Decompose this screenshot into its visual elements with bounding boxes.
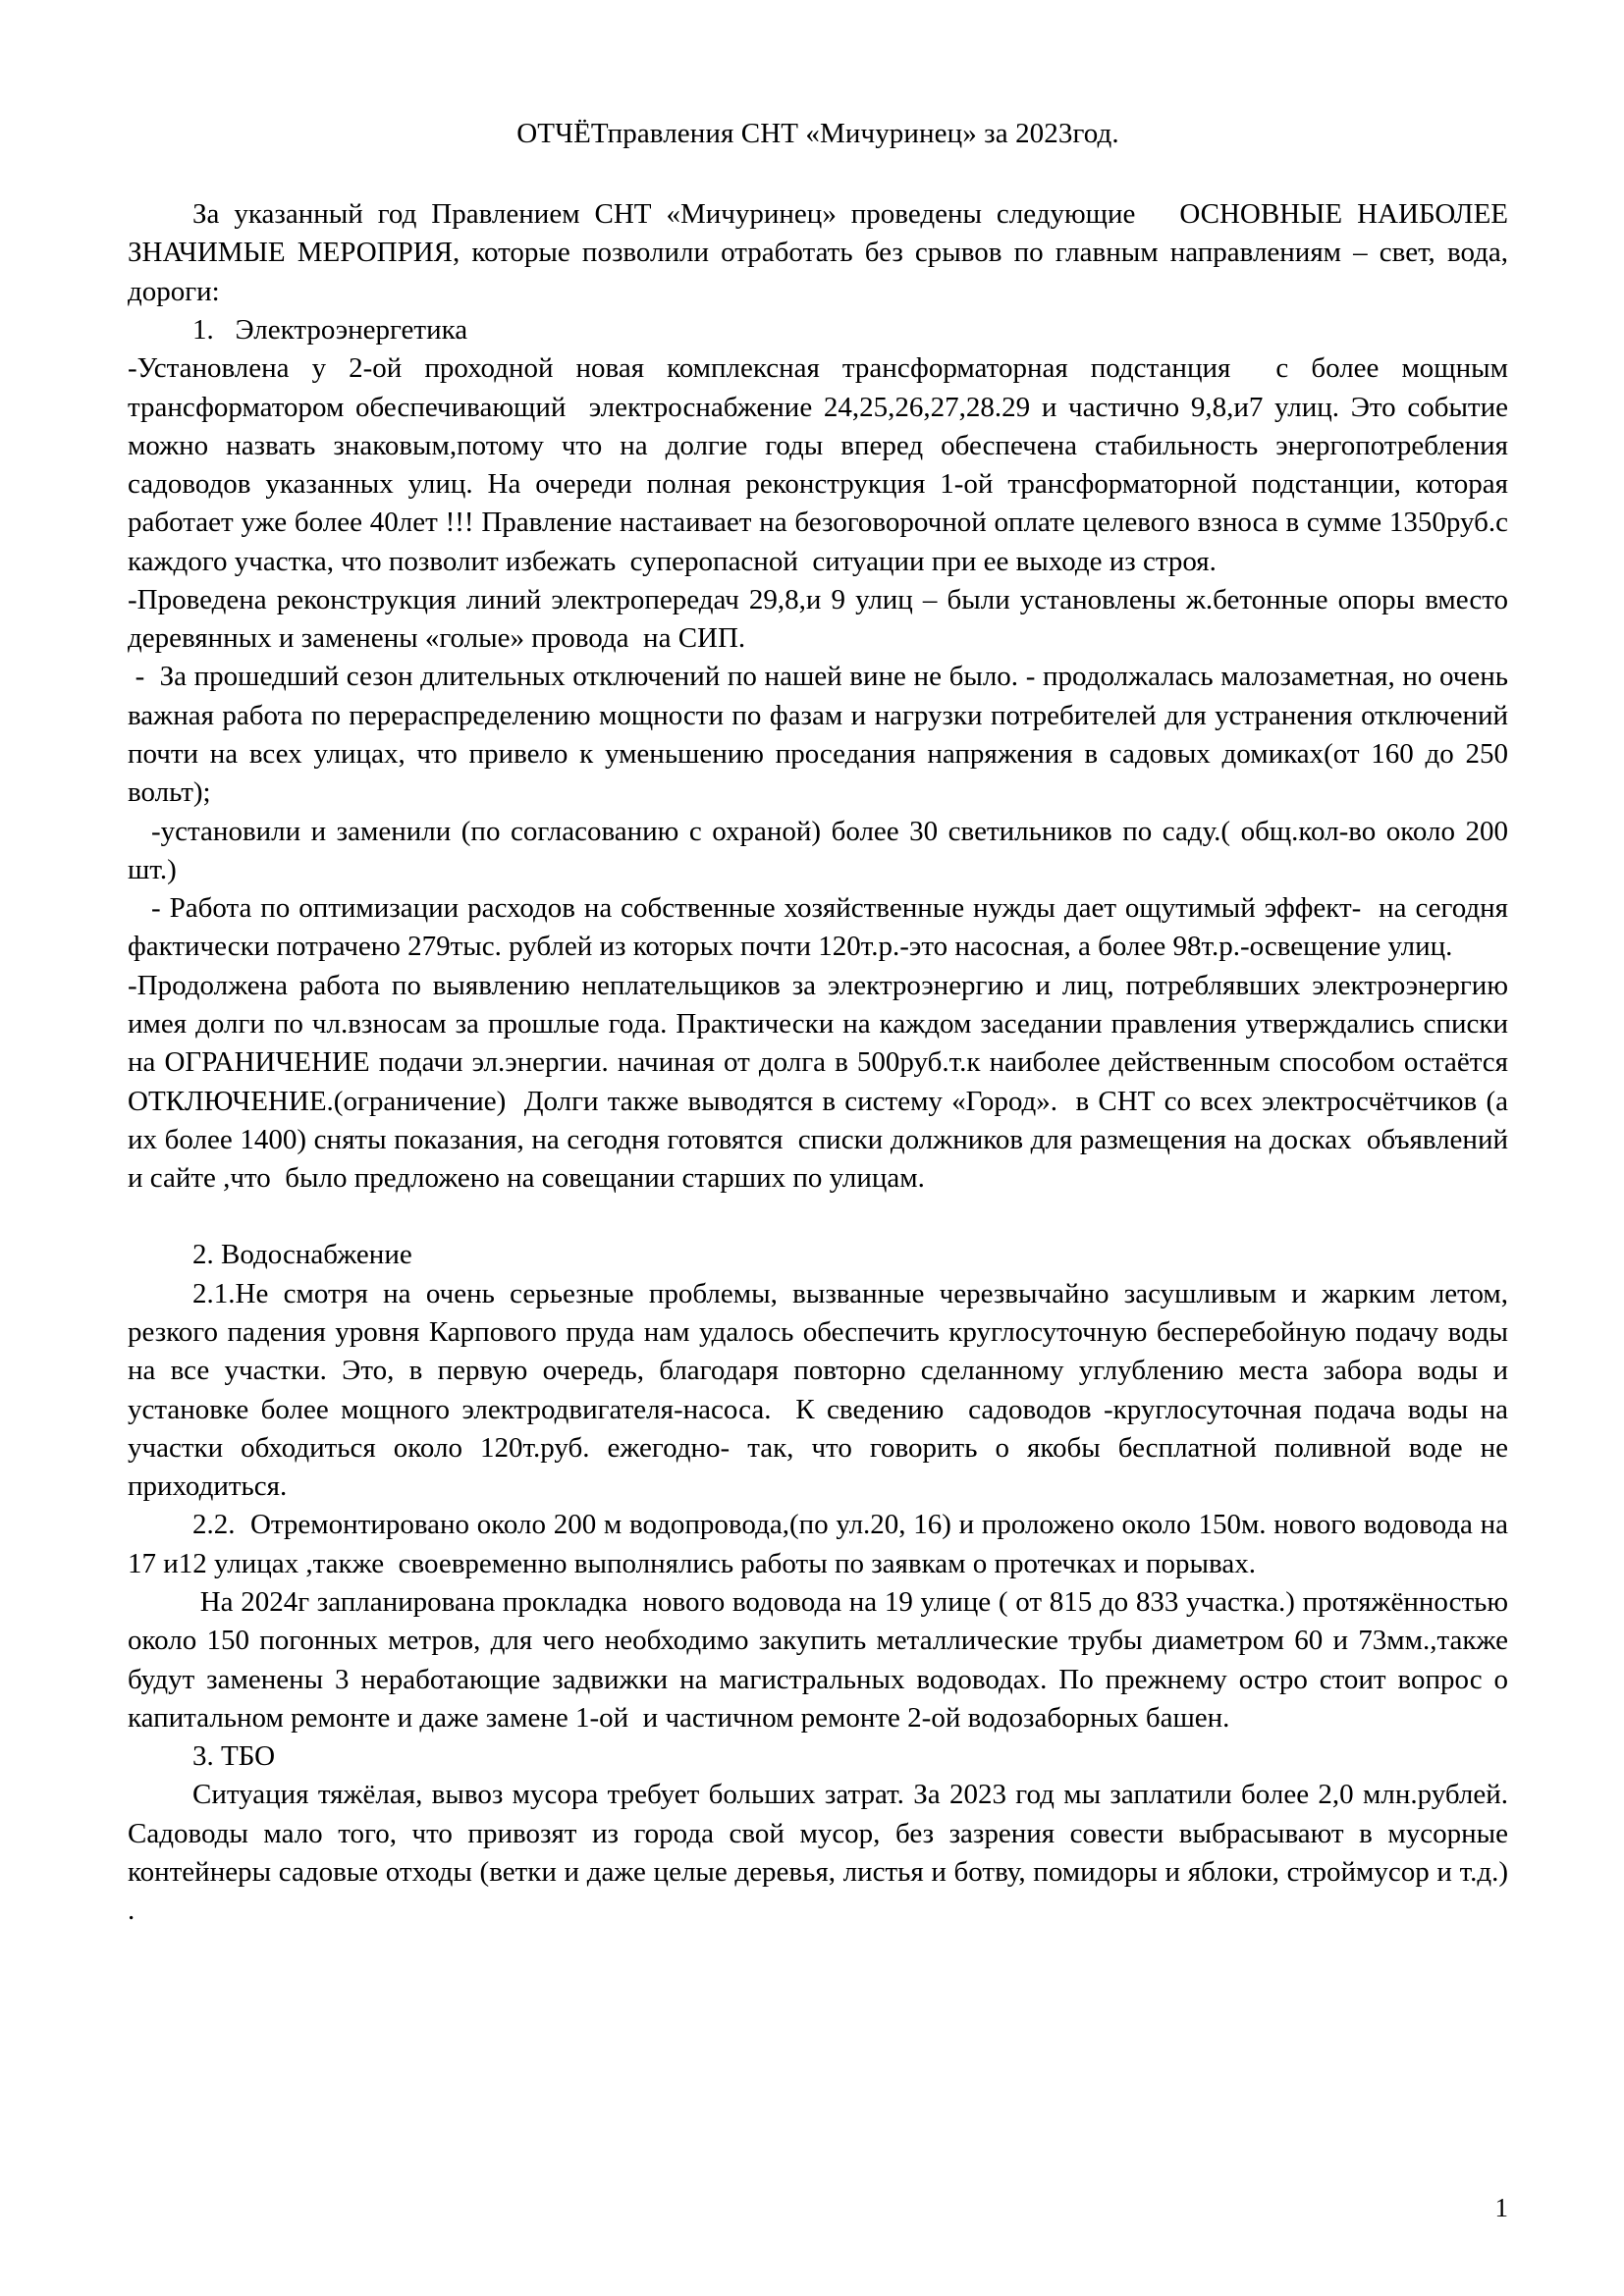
section-1-paragraph-5: - Работа по оптимизации расходов на собственные хозяйственные нужды дает ощутимый эффект- на сегодня фактически потрачено 279тыс. рублей из которых почти 120т.р.-это насосная, а более 98т.р.-освещение улиц. bbox=[128, 892, 1516, 963]
section-1-paragraph-6: -Продолжена работа по выявлению неплательщиков за электроэнергию и лиц, потреблявших электроэнергию имея долги по чл.взносам за прошлые года. Практически на каждом заседании правления утверждались списки на ОГРАНИЧЕНИЕ подачи эл.энергии. начиная от долга в 500руб.т.к наиболее действенным способом остаётся ОТКЛЮЧЕНИЕ.(ограничение) Долги также выводятся в систему «Город». в СНТ со всех электросчётчиков (а их более 1400) сняты показания, на сегодня готовятся списки должников для размещения на досках объявлений и сайте ,что было предложено на совещании старших по улицам. bbox=[128, 969, 1516, 1195]
section-1-paragraph-2: -Проведена реконструкция линий электропередач 29,8,и 9 улиц – были установлены ж.бетонные опоры вместо деревянных и заменены «голые» провода на СИП. bbox=[128, 583, 1516, 655]
section-title-1: Электроэнергетика bbox=[235, 313, 468, 346]
section-title-3: ТБО bbox=[221, 1740, 276, 1773]
page-title: ОТЧЁТправления СНТ «Мичуринец» за 2023год. bbox=[516, 118, 1119, 149]
section-1-paragraph-4: -установили и заменили (по согласованию с охраной) более 30 светильников по саду.( общ.кол-во около 200 шт.) bbox=[128, 815, 1516, 885]
section-heading-1 bbox=[128, 311, 1508, 349]
section-3-paragraph-1: Ситуация тяжёлая, вывоз мусора требует больших затрат. За 2023 год мы заплатили более 2,0 млн.рублей. Садоводы мало того, что привозят из города свой мусор, без зазрения совести выбрасывают в мусорные контейнеры садовые отходы (ветки и даже целые деревья, листья и ботву, помидоры и яблоки, строймусор и т.д.) . bbox=[128, 1779, 1523, 1927]
section-2-paragraph-1: 2.1.Не смотря на очень серьезные проблемы, вызванные черезвычайно засушливым и жарким летом, резкого падения уровня Карпового пруда нам удалось обеспечить круглосуточную бесперебойную подачу воды на все участки. Это, в первую очередь, благодаря повторно сделанному углублению места забора воды и установке более мощного электродвигателя-насоса. К сведению садоводов -круглосуточная подача воды на участки обходиться около 120т.руб. ежегодно- так, что говорить о якобы бесплатной поливной воде не приходиться. bbox=[128, 1277, 1516, 1503]
section-title-2: Водоснабжение bbox=[221, 1239, 412, 1271]
section-1-paragraph-3: - За прошедший сезон длительных отключений по нашей вине не было. - продолжалась малозаметная, но очень важная работа по перераспределению мощности по фазам и нагрузки потребителей для устранения отключений почти на всех улицах, что привело к уменьшению проседания напряжения в садовых домиках(от 160 до 250 вольт); bbox=[128, 661, 1516, 809]
section-spacer bbox=[128, 1198, 1508, 1236]
section-number-3: 3. bbox=[192, 1740, 214, 1773]
section-number-1: 1. bbox=[192, 313, 214, 346]
section-1-paragraph-1: -Установлена у 2-ой проходной новая комплексная трансформаторная подстанция с более мощным трансформатором обеспечивающий электроснабжение 24,25,26,27,28.29 и частично 9,8,и7 улиц. Это событие можно назвать знаковым,потому что на долгие годы вперед обеспечена стабильность энергопотребления садоводов указанных улиц. На очереди полная реконструкция 1-ой трансформаторной подстанции, которая работает уже более 40лет !!! Правление настаивает на безоговорочной оплате целевого взноса в сумме 1350руб.с каждого участка, что позволит избежать суперопасной ситуации при ее выходе из строя. bbox=[128, 352, 1516, 577]
section-number-2: 2. bbox=[192, 1239, 214, 1271]
section-heading-3 bbox=[128, 1737, 1508, 1776]
section-2-paragraph-3: На 2024г запланирована прокладка нового водовода на 19 улице ( от 815 до 833 участка.) протяжённостью около 150 погонных метров, для чего необходимо закупить металлические трубы диаметром 60 и 73мм.,также будут заменены 3 неработающие задвижки на магистральных водоводах. По прежнему остро стоит вопрос о капитальном ремонте и даже замене 1-ой и частичном ремонте 2-ой водозаборных башен. bbox=[128, 1585, 1516, 1734]
page-number: 1 bbox=[1494, 2193, 1508, 2222]
section-heading-2 bbox=[128, 1236, 1508, 1274]
intro-paragraph: За указанный год Правлением СНТ «Мичуринец» проведены следующие ОСНОВНЫЕ НАИБОЛЕЕ ЗНАЧИМЫЕ МЕРОПРИЯ, которые позволили отработать без срывов по главным направлениям – свет, вода, дороги: bbox=[128, 198, 1516, 307]
document-body bbox=[128, 195, 1523, 1930]
section-2-paragraph-2: 2.2. Отремонтировано около 200 м водопровода,(по ул.20, 16) и проложено около 150м. нового водовода на 17 и12 улицах ,также своевременно выполнялись работы по заявкам о протечках и порывах. bbox=[128, 1509, 1516, 1579]
